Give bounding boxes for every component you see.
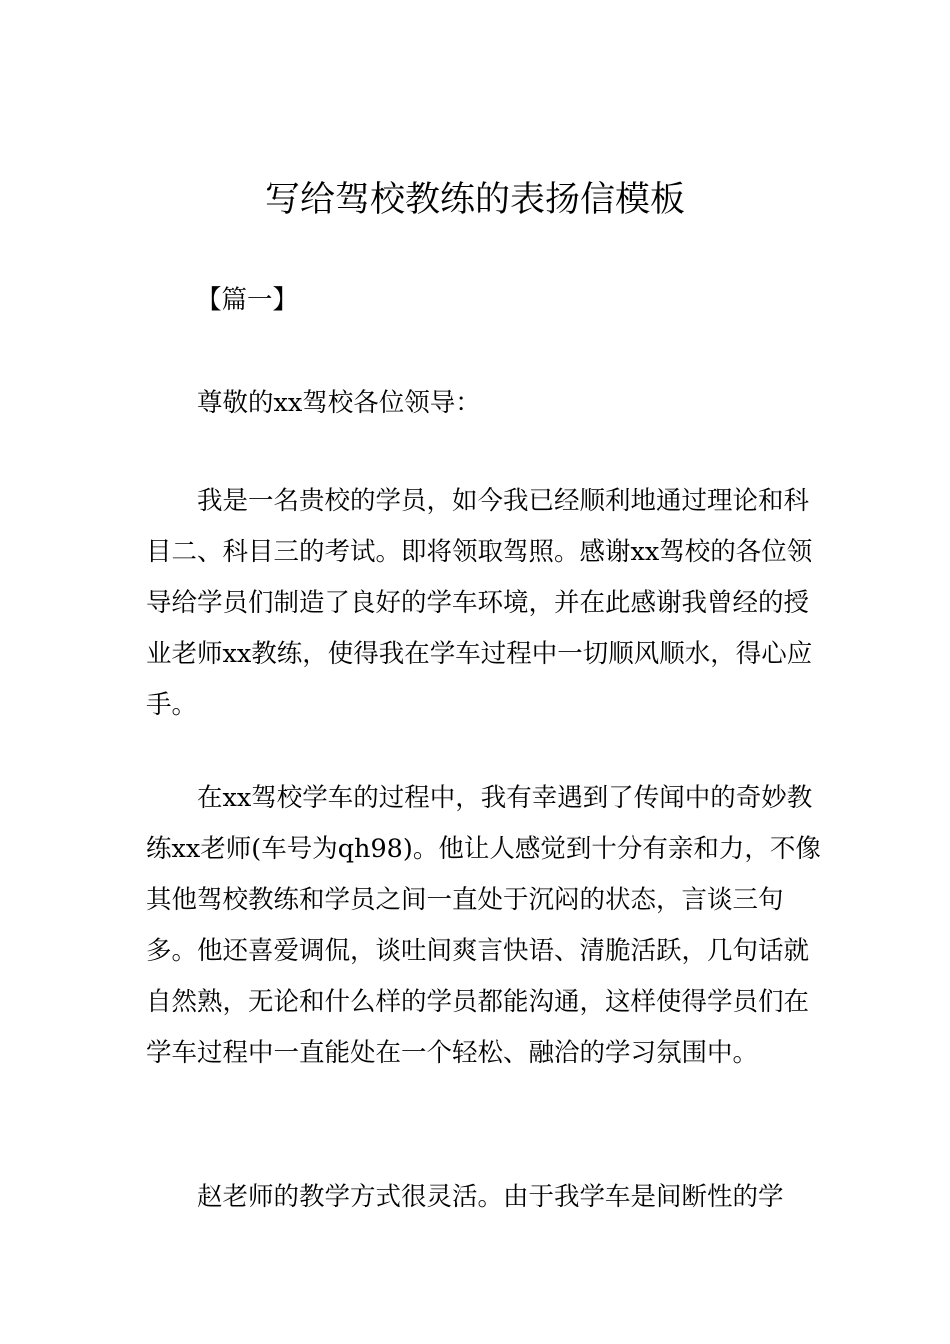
paragraph-2: 在xx驾校学车的过程中，我有幸遇到了传闻中的奇妙教练xx老师(车号为qh98)。他让人感觉到十分有亲和力，不像其他驾校教练和学员之间一直处于沉闷的状态，言谈三句多。他还喜爱调侃，谈吐间爽言快语、清脆活跃，几句话就自然熟，无论和什么样的学员都能沟通，这样使得学员们在学车过程中一直能处在一个轻松、融洽的学习氛围中。 (146, 783, 821, 1068)
paragraph-3: 赵老师的教学方式很灵活。由于我学车是间断性的学 (197, 1182, 784, 1212)
section-label: 【篇一】 (196, 285, 299, 315)
paragraph-1: 我是一名贵校的学员，如今我已经顺利地通过理论和科目二、科目三的考试。即将领取驾照。感谢xx驾校的各位领导给学员们制造了良好的学车环境，并在此感谢我曾经的授业老师xx教练，使得我在学车过程中一切顺风顺水，得心应手。 (146, 486, 813, 720)
salutation: 尊敬的xx驾校各位领导： (197, 388, 481, 418)
document-title: 写给驾校教练的表扬信模板 (264, 180, 685, 220)
